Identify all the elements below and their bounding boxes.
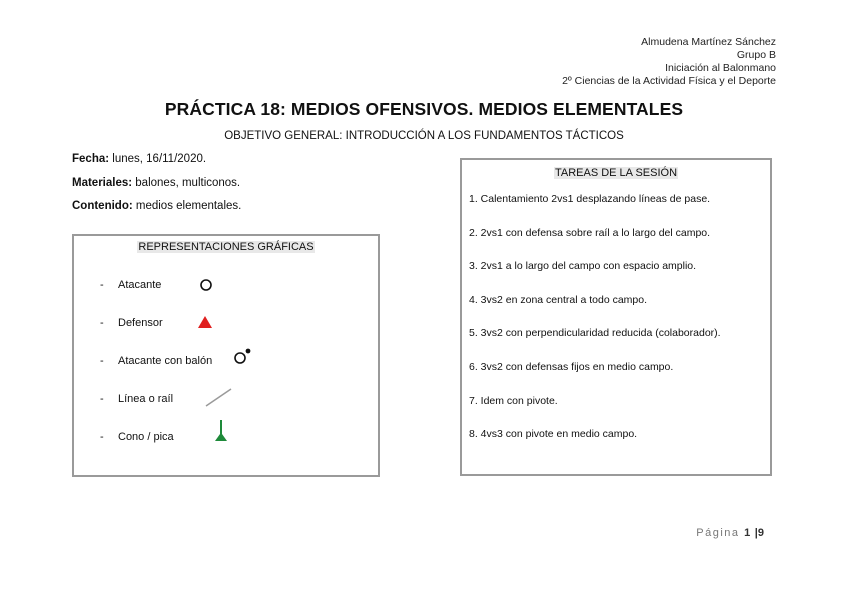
task-item: 6. 3vs2 con defensas fijos en medio campo.	[469, 361, 674, 373]
date-line	[72, 153, 206, 165]
page-total: 9	[757, 527, 764, 539]
legend-item-defender: - Defensor	[100, 317, 163, 329]
task-item: 7. Idem con pivote.	[469, 395, 558, 407]
task-item: 3. 2vs1 a lo largo del campo con espacio amplio.	[469, 260, 697, 272]
materials-label: Materiales:	[72, 177, 133, 189]
author-name: Almudena Martínez Sánchez	[641, 36, 776, 48]
header-info	[562, 36, 776, 88]
legend-box	[72, 234, 380, 477]
materials-line	[72, 177, 240, 189]
circle-with-ball-icon	[232, 346, 254, 366]
tasks-box	[460, 158, 772, 476]
legend-item-attacker-ball: - Atacante con balón	[100, 355, 213, 367]
legend-item-cone: - Cono / pica	[100, 431, 174, 443]
legend-title: REPRESENTACIONES GRÁFICAS	[138, 241, 314, 253]
objective-subtitle: OBJETIVO GENERAL: INTRODUCCIÓN A LOS FUNDAMENTOS TÁCTICOS	[224, 130, 624, 142]
course-name: Iniciación al Balonmano	[665, 62, 776, 74]
circle-icon	[198, 277, 214, 293]
legend-item-line: - Línea o raíl	[100, 393, 174, 405]
task-item: 8. 4vs3 con pivote en medio campo.	[469, 428, 638, 440]
legend-item-attacker: - Atacante	[100, 279, 162, 291]
group-name: Grupo B	[736, 49, 776, 61]
page-footer	[696, 527, 764, 539]
page-number: 1	[744, 527, 751, 539]
page-word: Página	[696, 527, 740, 539]
line-icon	[204, 386, 234, 408]
cone-icon	[212, 418, 230, 444]
date-label: Fecha:	[72, 153, 110, 165]
page-separator: |	[754, 527, 758, 539]
date-value: lunes, 16/11/2020.	[109, 153, 207, 165]
triangle-icon	[196, 314, 214, 330]
task-item: 2. 2vs1 con defensa sobre raíl a lo largo del campo.	[469, 227, 711, 239]
content-label: Contenido:	[72, 200, 133, 212]
materials-value: balones, multiconos.	[132, 177, 241, 189]
page-title: PRÁCTICA 18: MEDIOS OFENSIVOS. MEDIOS ELEMENTALES	[164, 99, 684, 119]
content-value: medios elementales.	[132, 200, 242, 212]
task-item: 4. 3vs2 en zona central a todo campo.	[469, 294, 648, 306]
content-line	[72, 200, 241, 212]
task-item: 1. Calentamiento 2vs1 desplazando líneas de pase.	[469, 193, 711, 205]
degree-name: 2º Ciencias de la Actividad Física y el Deporte	[562, 75, 776, 87]
task-item: 5. 3vs2 con perpendicularidad reducida (colaborador).	[469, 327, 721, 339]
tasks-title: TAREAS DE LA SESIÓN	[554, 167, 678, 179]
